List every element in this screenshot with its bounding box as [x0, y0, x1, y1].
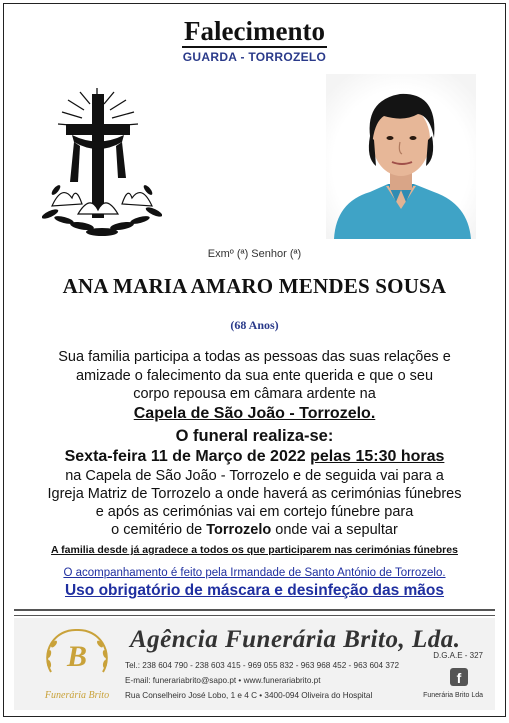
cemetery-suffix: onde vai a sepultar — [275, 522, 398, 538]
cross-icon — [42, 86, 162, 241]
agency-address: Rua Conselheiro José Lobo, 1 e 4 C • 3400-094 Oliveira do Hospital — [125, 691, 373, 700]
agency-logo — [42, 624, 112, 706]
funeral-line: na Capela de São João - Torrozelo e de seguida vai para a — [65, 468, 444, 484]
deceased-photo — [326, 74, 476, 239]
announcement-line: Sua familia participa a todas as pessoas das suas relações e — [58, 349, 451, 365]
agency-footer — [14, 618, 495, 710]
announcement-line: corpo repousa em câmara ardente na — [133, 386, 376, 402]
cemetery-place: Torrozelo — [206, 522, 272, 538]
title-wrap — [4, 16, 505, 48]
divider — [14, 609, 495, 611]
facebook-icon[interactable]: f — [450, 668, 468, 686]
logo-letter: B — [66, 640, 88, 673]
chapel-name: Capela de São João - Torrozelo. — [133, 404, 376, 422]
mask-note: Uso obrigatório de máscara e desinfeção das mãos — [64, 582, 445, 599]
facebook-label: Funerária Brito Lda — [423, 692, 483, 699]
cemetery-prefix: o cemitério de — [111, 522, 203, 538]
agency-license: D.G.A.E - 327 — [433, 651, 483, 660]
agency-name: Agência Funerária Brito, Lda. — [130, 626, 461, 653]
funeral-info — [14, 426, 495, 539]
funeral-datetime — [14, 447, 495, 467]
funeral-time: pelas 15:30 horas — [310, 448, 445, 465]
logo-text: Funerária Brito — [44, 690, 110, 701]
deceased-age: (68 Anos) — [230, 318, 279, 332]
announcement — [24, 348, 485, 423]
divider — [14, 615, 495, 616]
funeral-line: e após as cerimónias vai em cortejo fúnebre para — [95, 504, 414, 520]
salutation: Exmº (ª) Senhor (ª) — [207, 248, 302, 260]
funeral-heading: O funeral realiza-se: — [175, 427, 334, 445]
thanks-note: A familia desde já agradece a todos os que participarem nas cerimónias fúnebres — [51, 544, 458, 556]
funeral-last-line — [14, 521, 495, 539]
announcement-line: amizade o falecimento da sua ente querida e que o seu — [75, 367, 434, 384]
funeral-line: Igreja Matriz de Torrozelo a onde haverá as cerimónias fúnebres — [47, 486, 462, 502]
obituary-notice — [3, 3, 506, 717]
funeral-date: Sexta-feira 11 de Março de 2022 — [64, 448, 306, 465]
agency-phone: Tel.: 238 604 790 - 238 603 415 - 969 055 832 - 963 968 452 - 963 604 372 — [125, 661, 400, 670]
agency-contact[interactable]: E-mail: funerariabrito@sapo.pt • www.funerariabrito.pt — [125, 676, 321, 685]
page-title: Falecimento — [184, 16, 325, 46]
accompaniment-note: O acompanhamento é feito pela Irmandade de Santo António de Torrozelo. — [63, 567, 446, 579]
deceased-name: ANA MARIA AMARO MENDES SOUSA — [62, 274, 447, 298]
location-subtitle: GUARDA - TORROZELO — [182, 50, 327, 64]
